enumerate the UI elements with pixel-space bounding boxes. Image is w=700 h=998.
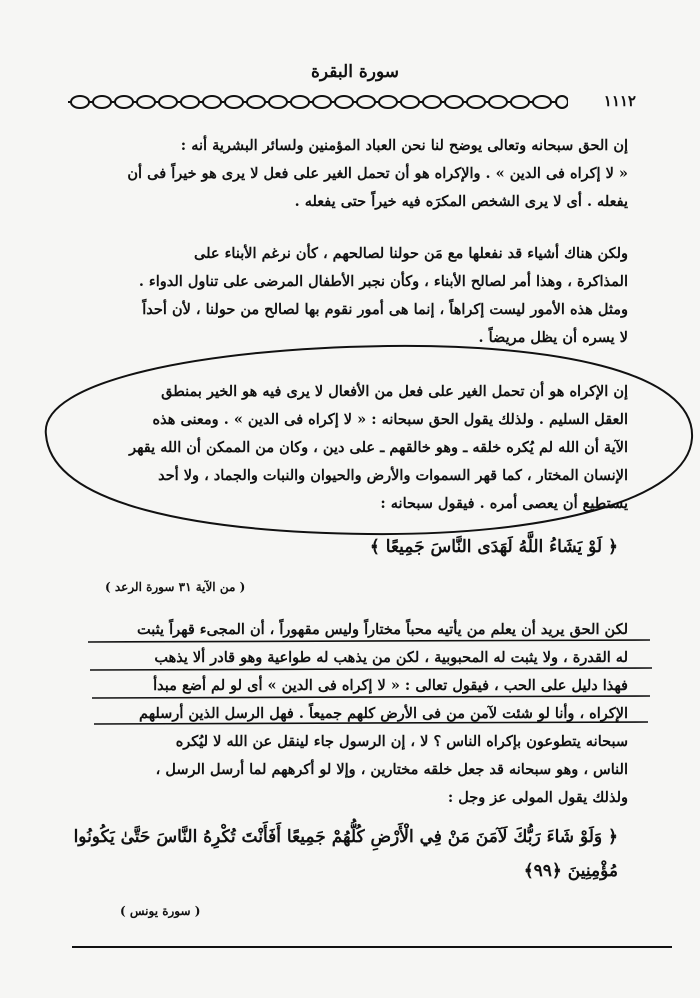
paragraph-line: إن الإكراه هو أن تحمل الغير على فعل من الأفعال لا يرى فيه هو الخير بمنطق [161,383,628,400]
paragraph-line: لا يسره أن يظل مريضاً . [478,329,628,346]
paragraph-1 [62,132,628,216]
verse-1-reference: ( من الآية ٣١ سورة الرعد ) [105,580,246,594]
paragraph-line: يستطيع أن يعصى أمره . فيقول سبحانه : [380,495,628,512]
paragraph-line: لكن الحق يريد أن يعلم من يأتيه محباً مختاراً وليس مقهوراً ، أن المجىء قهراً يثبت [137,621,628,638]
paragraph-line: إن الحق سبحانه وتعالى يوضح لنا نحن العباد المؤمنين ولسائر البشرية أنه : [180,137,628,154]
paragraph-line: الآية أن الله لم يُكره خلقه ـ وهو خالقهم ـ على دين ، وكان من الممكن أن الله يقهر [129,439,628,456]
paragraph-line: العقل السليم . ولذلك يقول الحق سبحانه : « لا إكراه فى الدين » . ومعنى هذه [152,411,628,428]
verse-2-line: ﴿ وَلَوْ شَاءَ رَبُّكَ لَآمَنَ مَنْ فِي الْأَرْضِ كُلُّهُمْ جَمِيعًا أَفَأَنْتَ تُكْرِهُ النَّاسَ حَتَّىٰ يَكُونُوا [73,827,618,847]
paragraph-line: الإنسان المختار ، كما قهر السموات والأرض والحيوان والنبات والجماد ، ولا أحد [158,467,628,484]
paragraph-line: ولذلك يقول المولى عز وجل : [447,789,628,806]
quran-verse-2 [58,820,618,888]
paragraph-line: المذاكرة ، وهذا أمر لصالح الأبناء ، وكأن نجبر الأطفال المرضى على تناول الدواء . [138,273,628,290]
page-number: ١١١٢ [603,92,636,110]
paragraph-line: يفعله . أى لا يرى الشخص المكرَه فيه خيراً حتى يفعله . [294,193,628,210]
paragraph-line: الإكراه ، وأنا لو شئت لآمن من فى الأرض كلهم جميعاً . فهل الرسل الذين أرسلهم [139,705,628,722]
paragraph-line: ولكن هناك أشياء قد نفعلها مع مَن حولنا لصالحهم ، كأن نرغم الأبناء على [194,245,628,262]
quran-verse-1: ﴿ لَوْ يَشَاءُ اللَّهُ لَهَدَى النَّاسَ جَمِيعًا ﴾ [369,537,618,557]
paragraph-line: ومثل هذه الأمور ليست إكراهاً ، إنما هى أمور نقوم بها لصالح من حولنا ، لأن أحداً [142,301,628,318]
surah-title: سورة البقرة [311,62,399,82]
paragraph-line: فهذا دليل على الحب ، فيقول تعالى : « لا إكراه فى الدين » أى لو لم أضع مبدأ [153,677,628,694]
paragraph-line: سبحانه يتطوعون بإكراه الناس ؟ لا ، إن الرسول جاء لينقل عن الله لا ليُكره [175,733,628,750]
paragraph-line: « لا إكراه فى الدين » . والإكراه هو أن تحمل الغير على فعل لا يرى هو خيراً فى أن [127,165,628,182]
verse-2-reference: ( سورة يونس ) [120,904,201,918]
paragraph-line: الناس ، وهو سبحانه قد جعل خلقه مختارين ، وإلا لو أكرههم لما أرسل الرسل ، [155,761,628,778]
header-ornament-border [68,92,568,112]
paragraph-line: له القدرة ، ولا يثبت له المحبوبية ، لكن من يذهب له طواعية وهو قادر ألا يذهب [154,649,628,666]
footer-rule [72,946,672,948]
paragraph-2 [62,240,628,352]
verse-2-line: مُؤْمِنِينَ ﴿٩٩﴾ [523,861,618,881]
paragraph-3 [62,378,628,518]
paragraph-4 [62,616,628,812]
